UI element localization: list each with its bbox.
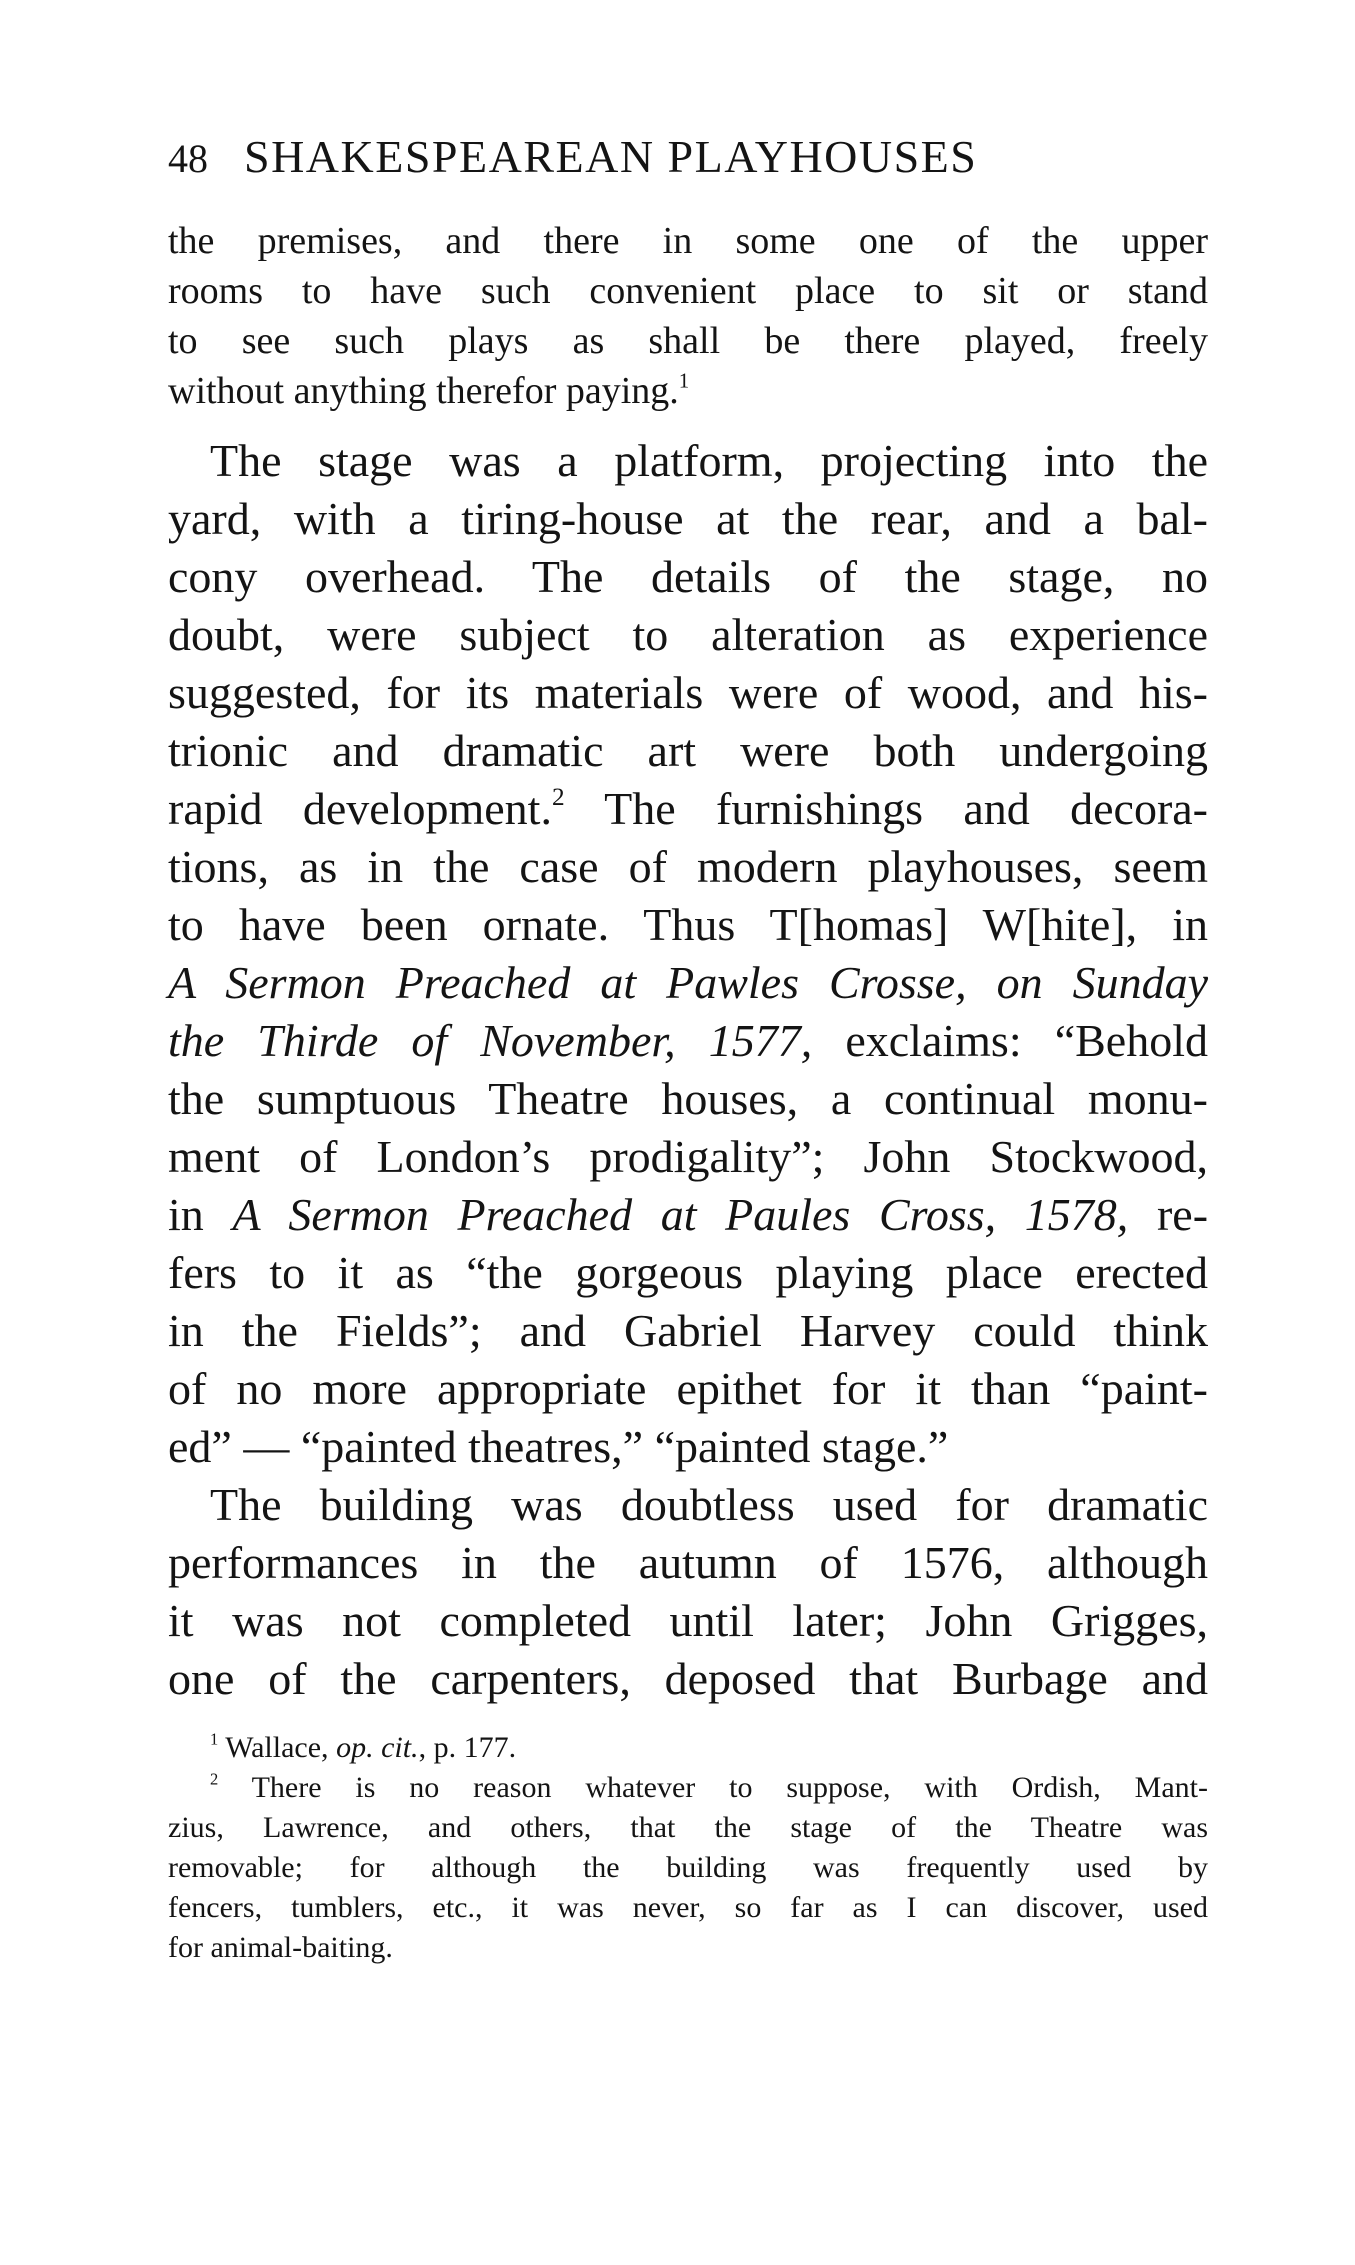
paragraph-line: of no more appropriate epithet for it than “paint- bbox=[168, 1363, 1208, 1414]
paragraph-line: A Sermon Preached at Pawles Crosse, on Sunday bbox=[168, 957, 1208, 1008]
paragraph-line: the sumptuous Theatre houses, a continual monu- bbox=[168, 1073, 1208, 1124]
paragraph-building bbox=[168, 1476, 1208, 1708]
quote-line: rooms to have such convenient place to sit or stand bbox=[168, 270, 1208, 312]
quote-line: without anything therefor paying.$^1$ bbox=[168, 368, 690, 412]
book-page bbox=[168, 130, 1208, 1968]
paragraph-line: The building was doubtless used for dramatic bbox=[210, 1479, 1208, 1530]
paragraph-line: The stage was a platform, projecting into the bbox=[210, 435, 1208, 486]
paragraph-line: yard, with a tiring-house at the rear, and a bal- bbox=[168, 493, 1208, 544]
paragraph-line: in the Fields”; and Gabriel Harvey could think bbox=[168, 1305, 1208, 1356]
footnote-ref-2: 2 bbox=[551, 783, 565, 812]
footnote-2-line: removable; for although the building was frequently used by bbox=[168, 1851, 1208, 1884]
paragraph-line: the Thirde of November, 1577, exclaims: “Behold bbox=[168, 1015, 1208, 1066]
paragraph-line: ment of London’s prodigality”; John Stockwood, bbox=[168, 1131, 1208, 1182]
footnote-2-line: zius, Lawrence, and others, that the stage of the Theatre was bbox=[168, 1811, 1208, 1844]
page-number: 48 bbox=[168, 136, 208, 181]
paragraph-line: doubt, were subject to alteration as experience bbox=[168, 609, 1208, 660]
running-title: SHAKESPEAREAN PLAYHOUSES bbox=[244, 131, 978, 182]
paragraph-line: it was not completed until later; John Grigges, bbox=[168, 1595, 1208, 1646]
paragraph-line: rapid development.$^2$ The furnishings and decora- bbox=[168, 783, 1209, 834]
paragraph-line: one of the carpenters, deposed that Burbage and bbox=[168, 1653, 1208, 1704]
footnote-2-line: fencers, tumblers, etc., it was never, so far as I can discover, used bbox=[168, 1891, 1208, 1924]
paragraph-line: ed” — “painted theatres,” “painted stage.” bbox=[168, 1421, 949, 1472]
footnote-ref-1: 1 bbox=[678, 368, 690, 393]
footnote-2-line: $^2$ There is no reason whatever to suppose, with Ordish, Mant- bbox=[210, 1769, 1208, 1804]
block-quote bbox=[168, 216, 1208, 416]
paragraph-line: trionic and dramatic art were both undergoing bbox=[168, 725, 1208, 776]
paragraph-line: performances in the autumn of 1576, although bbox=[168, 1537, 1208, 1588]
footnotes bbox=[168, 1728, 1208, 1968]
quote-line: the premises, and there in some one of the upper bbox=[168, 220, 1208, 262]
footnote-2-line: for animal-baiting. bbox=[168, 1931, 393, 1964]
paragraph-line: fers to it as “the gorgeous playing place erected bbox=[168, 1247, 1208, 1298]
paragraph-line: in A Sermon Preached at Paules Cross, 1578, re- bbox=[168, 1189, 1209, 1240]
footnote-1: $^1$ Wallace, op. cit., p. 177. bbox=[210, 1729, 517, 1764]
running-header bbox=[168, 130, 1208, 188]
quote-line: to see such plays as shall be there played, freely bbox=[168, 320, 1208, 362]
paragraph-line: suggested, for its materials were of wood, and his- bbox=[168, 667, 1208, 718]
paragraph-stage bbox=[168, 432, 1208, 1476]
paragraph-line: tions, as in the case of modern playhouses, seem bbox=[168, 841, 1208, 892]
paragraph-line: to have been ornate. Thus T[homas] W[hite], in bbox=[168, 899, 1208, 950]
paragraph-line: cony overhead. The details of the stage, no bbox=[168, 551, 1208, 602]
